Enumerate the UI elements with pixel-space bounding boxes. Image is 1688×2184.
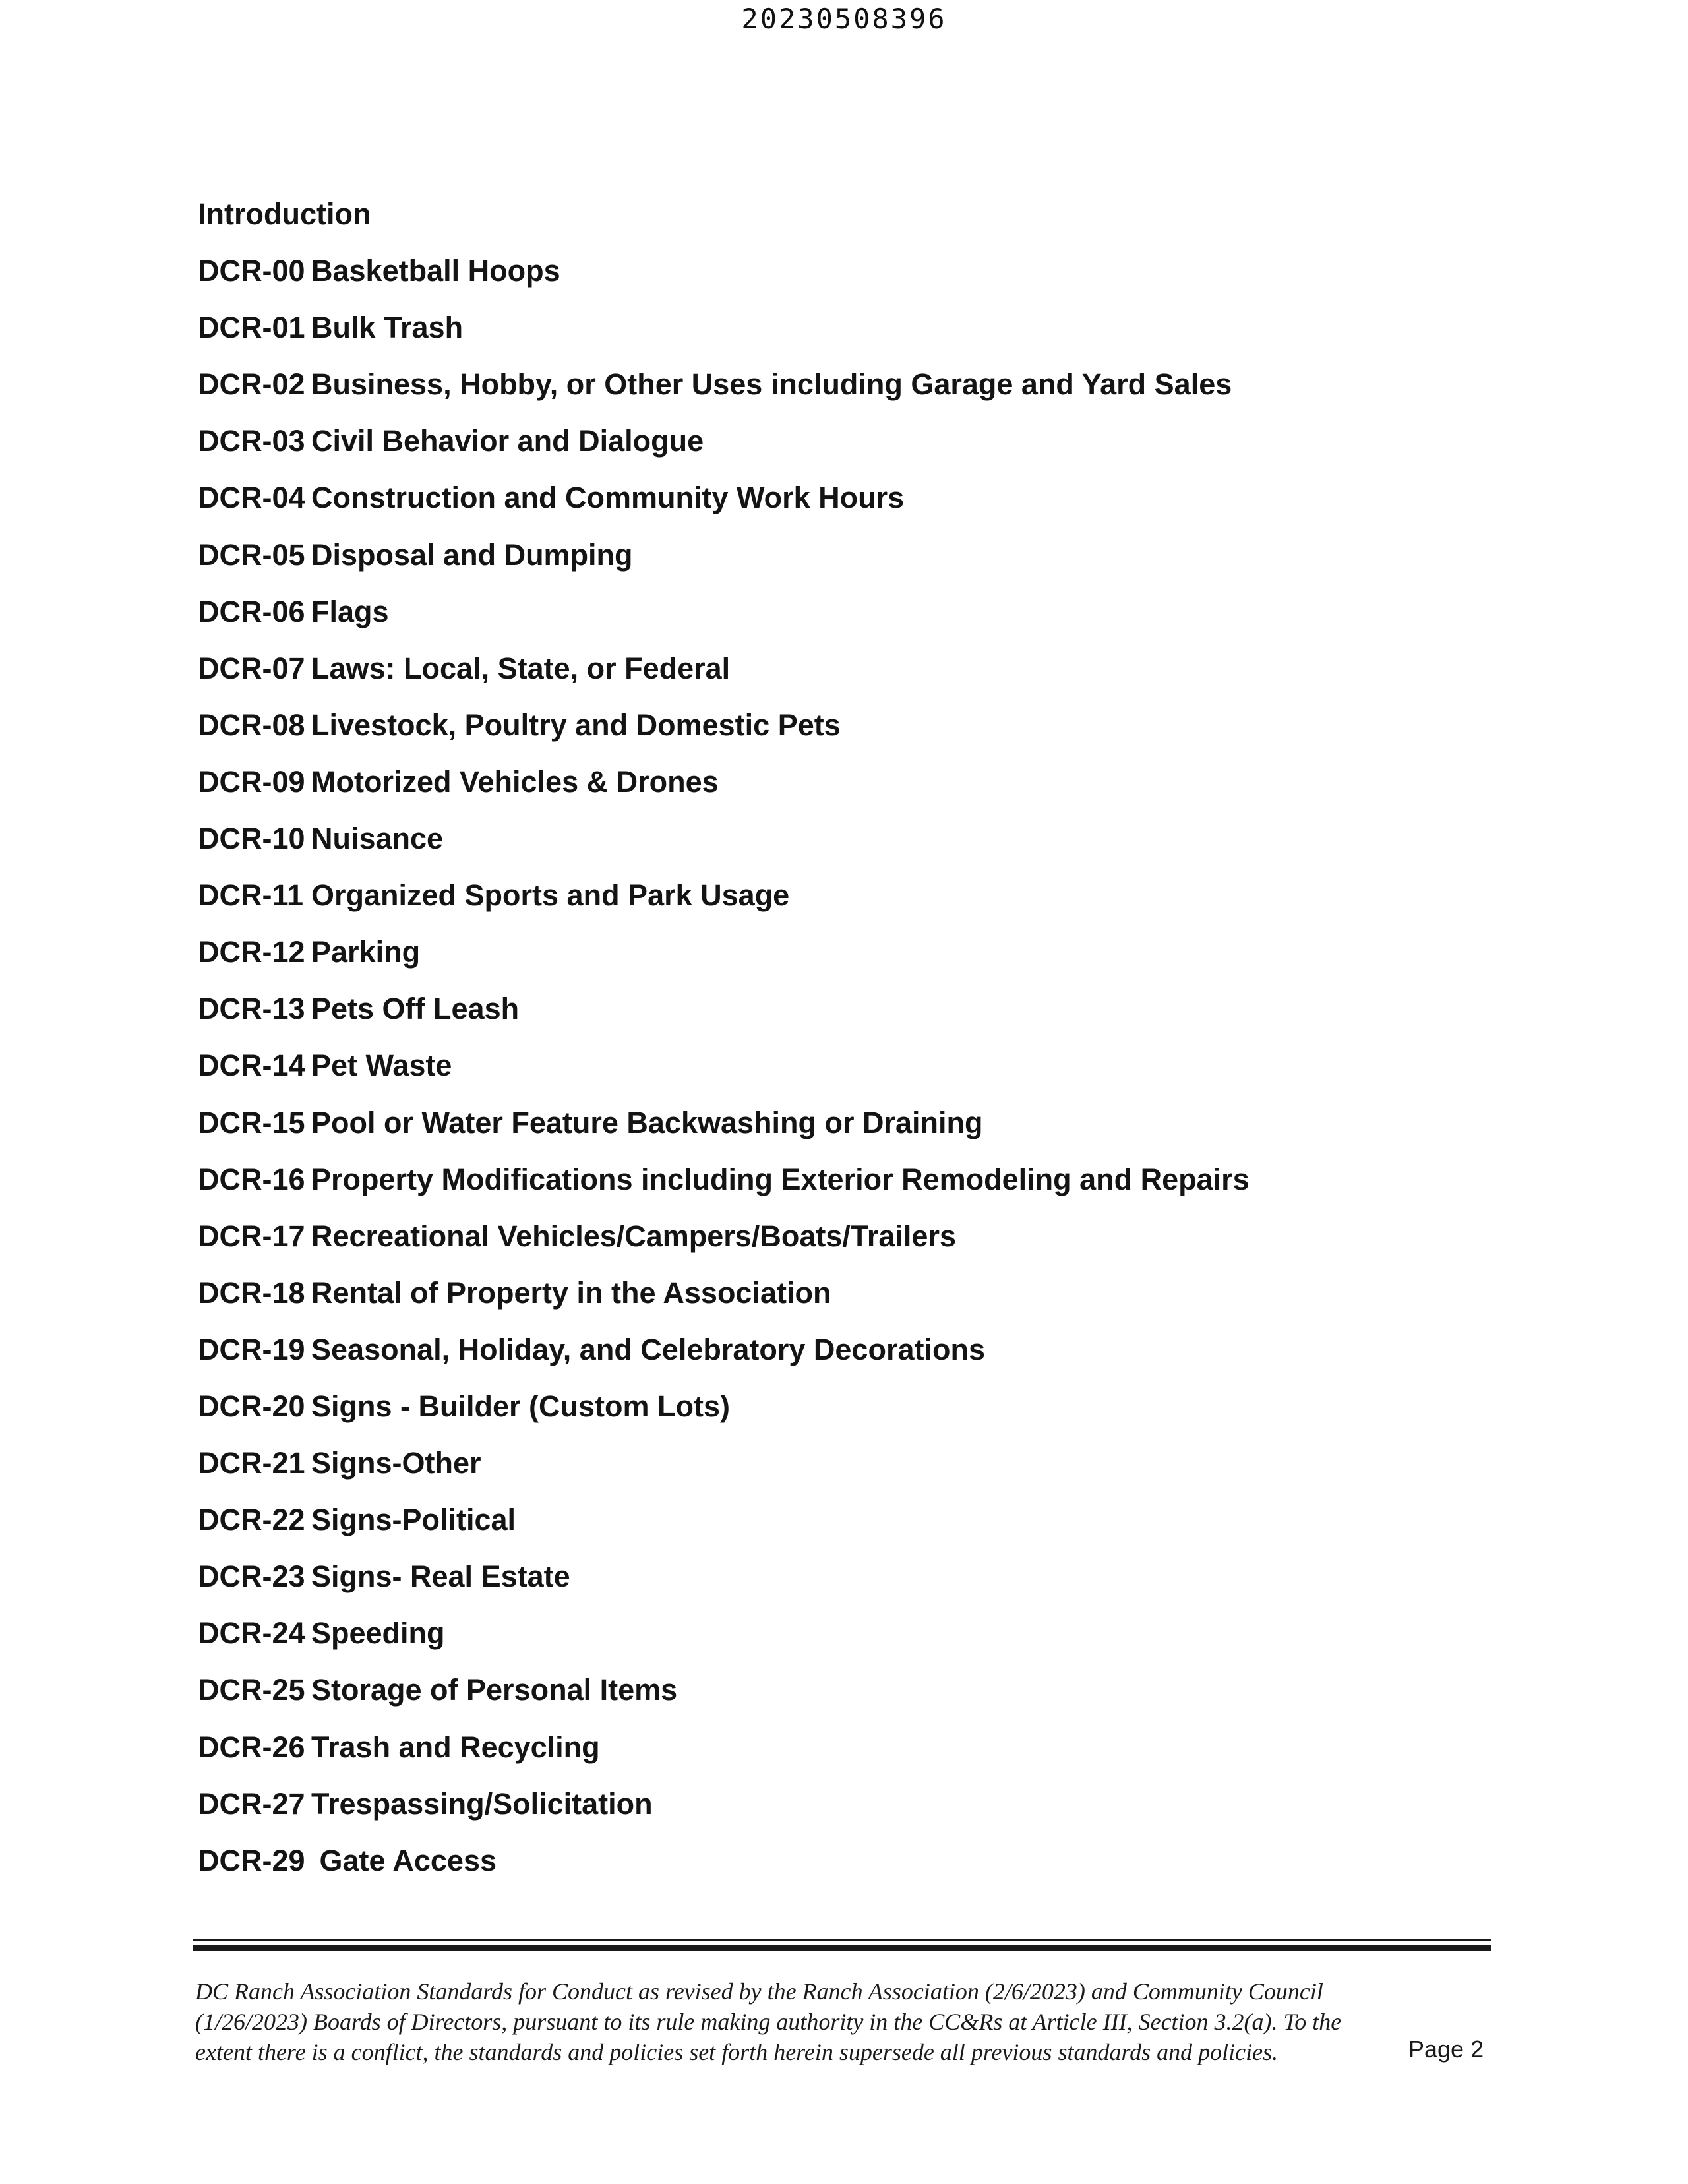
toc-title: Bulk Trash bbox=[311, 311, 464, 345]
toc-title: Storage of Personal Items bbox=[311, 1673, 678, 1707]
toc-item bbox=[198, 932, 1517, 989]
toc-item bbox=[198, 1614, 1517, 1670]
toc-code: DCR-29 bbox=[198, 1843, 305, 1877]
toc-item bbox=[198, 1670, 1517, 1727]
toc-title: Livestock, Poultry and Domestic Pets bbox=[311, 708, 841, 742]
toc-title: Organized Sports and Park Usage bbox=[311, 878, 790, 913]
footer-divider-thin bbox=[193, 1939, 1491, 1941]
toc-item bbox=[198, 1557, 1517, 1614]
toc-code: DCR-07 bbox=[198, 651, 305, 685]
toc-title: Signs - Builder (Custom Lots) bbox=[311, 1389, 730, 1423]
toc-title: Motorized Vehicles & Drones bbox=[311, 764, 719, 799]
toc-code: DCR-06 bbox=[198, 594, 305, 628]
toc-title: Business, Hobby, or Other Uses including Garage and Yard Sales bbox=[311, 367, 1232, 402]
toc-title: Recreational Vehicles/Campers/Boats/Trailers bbox=[311, 1219, 956, 1253]
toc-item bbox=[198, 1841, 1517, 1898]
toc-title: Laws: Local, State, or Federal bbox=[311, 651, 731, 685]
toc-title: Civil Behavior and Dialogue bbox=[311, 424, 704, 458]
toc-code: DCR-03 bbox=[198, 424, 305, 458]
toc-title: Speeding bbox=[311, 1616, 445, 1651]
toc-item bbox=[198, 1784, 1517, 1841]
toc-code: DCR-26 bbox=[198, 1730, 305, 1764]
toc-title: Pool or Water Feature Backwashing or Draining bbox=[311, 1105, 983, 1139]
toc-title: Trespassing/Solicitation bbox=[311, 1786, 653, 1821]
toc-code: DCR-17 bbox=[198, 1219, 305, 1253]
page-number: Page 2 bbox=[1408, 2036, 1484, 2063]
toc-item bbox=[198, 706, 1517, 762]
toc-code: DCR-05 bbox=[198, 537, 305, 572]
footer-line: DC Ranch Association Standards for Conduct as revised by the Ranch Association (2/6/2023) and Community Council bbox=[195, 1978, 1323, 2005]
toc-title: Basketball Hoops bbox=[311, 254, 560, 288]
toc-code: DCR-09 bbox=[198, 764, 305, 799]
toc-item bbox=[198, 592, 1517, 649]
toc-code: DCR-11 bbox=[198, 878, 304, 913]
toc-item bbox=[198, 1728, 1517, 1784]
toc-item bbox=[198, 1500, 1517, 1557]
toc-title: Pet Waste bbox=[311, 1048, 452, 1083]
toc-title: Parking bbox=[311, 935, 421, 969]
toc-code: DCR-16 bbox=[198, 1162, 305, 1196]
toc-code: DCR-27 bbox=[198, 1786, 305, 1821]
footer-note bbox=[195, 1976, 1448, 2067]
toc-title: Pets Off Leash bbox=[311, 992, 520, 1026]
toc-item-introduction bbox=[198, 195, 1517, 251]
footer-line: (1/26/2023) Boards of Directors, pursuant to its rule making authority in the CC&Rs at Article III, Section 3.2(a). To the bbox=[195, 2009, 1342, 2035]
toc-title: Flags bbox=[311, 594, 389, 628]
toc-title: Signs-Political bbox=[311, 1503, 516, 1537]
toc-item bbox=[198, 1217, 1517, 1273]
toc-code: DCR-19 bbox=[198, 1332, 305, 1366]
toc-item bbox=[198, 535, 1517, 592]
toc-item bbox=[198, 876, 1517, 932]
toc-item bbox=[198, 308, 1517, 365]
toc-code: DCR-01 bbox=[198, 311, 305, 345]
toc-title: Signs- Real Estate bbox=[311, 1560, 570, 1594]
toc-title: Rental of Property in the Association bbox=[311, 1275, 831, 1310]
toc-code: DCR-08 bbox=[198, 708, 305, 742]
toc-code: DCR-04 bbox=[198, 481, 305, 515]
toc-title: Gate Access bbox=[311, 1843, 497, 1877]
toc-code: DCR-24 bbox=[198, 1616, 305, 1651]
toc-item bbox=[198, 1387, 1517, 1443]
toc-item bbox=[198, 365, 1517, 421]
toc-title: Seasonal, Holiday, and Celebratory Decorations bbox=[311, 1332, 985, 1366]
toc-code: DCR-15 bbox=[198, 1105, 305, 1139]
toc-code: DCR-21 bbox=[198, 1446, 305, 1480]
toc-title: Nuisance bbox=[311, 822, 444, 856]
toc-item bbox=[198, 421, 1517, 478]
toc-item bbox=[198, 1160, 1517, 1217]
toc-item bbox=[198, 989, 1517, 1046]
toc-item bbox=[198, 478, 1517, 535]
toc-title: Property Modifications including Exterior Remodeling and Repairs bbox=[311, 1162, 1250, 1196]
toc-code: DCR-02 bbox=[198, 367, 305, 402]
toc-item bbox=[198, 649, 1517, 706]
toc-item bbox=[198, 1330, 1517, 1387]
toc-item bbox=[198, 1273, 1517, 1330]
table-of-contents bbox=[198, 195, 1517, 1898]
toc-item bbox=[198, 1103, 1517, 1160]
toc-item bbox=[198, 819, 1517, 876]
toc-item bbox=[198, 251, 1517, 308]
toc-code: DCR-12 bbox=[198, 935, 305, 969]
toc-item bbox=[198, 1443, 1517, 1500]
toc-code: DCR-18 bbox=[198, 1275, 305, 1310]
toc-code: DCR-14 bbox=[198, 1048, 305, 1083]
toc-code: DCR-13 bbox=[198, 992, 305, 1026]
toc-title: Signs-Other bbox=[311, 1446, 481, 1480]
toc-code: DCR-10 bbox=[198, 822, 305, 856]
toc-code: DCR-25 bbox=[198, 1673, 305, 1707]
toc-title: Trash and Recycling bbox=[311, 1730, 600, 1764]
toc-title: Construction and Community Work Hours bbox=[311, 481, 905, 515]
toc-title: Disposal and Dumping bbox=[311, 537, 633, 572]
footer-line: extent there is a conflict, the standards and policies set forth herein supersede all previous standards and policies. bbox=[195, 2039, 1279, 2065]
toc-code: DCR-00 bbox=[198, 254, 305, 288]
toc-title: Introduction bbox=[198, 197, 371, 231]
toc-code: DCR-23 bbox=[198, 1560, 305, 1594]
toc-code: DCR-20 bbox=[198, 1389, 305, 1423]
toc-code: DCR-22 bbox=[198, 1503, 305, 1537]
toc-item bbox=[198, 762, 1517, 819]
toc-item bbox=[198, 1046, 1517, 1103]
footer-divider-thick bbox=[193, 1945, 1491, 1951]
document-number: 20230508396 bbox=[741, 3, 947, 35]
